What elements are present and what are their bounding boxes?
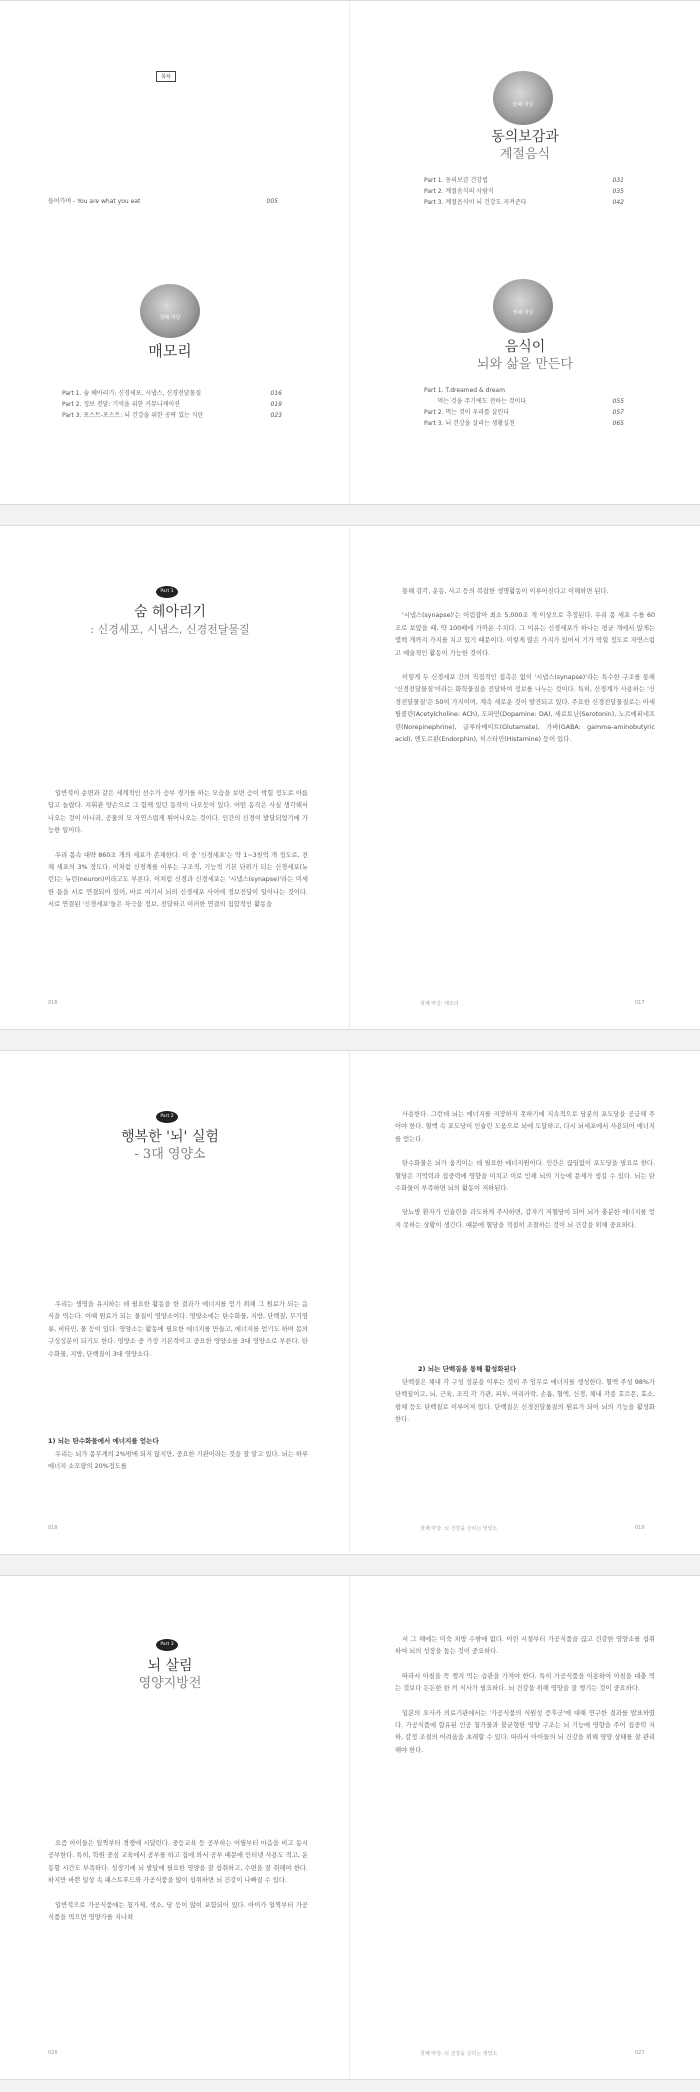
- gutter: [349, 1, 350, 504]
- part-badge: Part 3: [156, 1639, 178, 1651]
- part2-brain-image: [493, 71, 553, 125]
- left-body-text: [48, 1838, 308, 1936]
- gutter: [349, 1576, 350, 2079]
- toc-tag: 목차: [156, 71, 176, 82]
- toc-item[interactable]: Part 1. 동의보감 건강법 031: [424, 177, 624, 184]
- paragraph: 통해 감각, 운동, 사고 등의 복잡한 생명활동이 이루어진다고 이해하면 된다.: [402, 588, 609, 595]
- part1-brain-image: [140, 284, 200, 338]
- chapter-title: 뇌 살림: [147, 1658, 193, 1674]
- paragraph: 이렇게 두 신경세포 간의 직접적인 접촉은 없이 '시냅스(synapse)'라는 특수한 구조를 통해 '신경전달물질'이라는 화학물질을 전달하여 정보를 나누는 것이다. 특히, 신경계가 사용하는 '신경전달물질'은 50여 가지이며, 계속 새로운 것이 발견되고 있다. 주요한 신경전달물질로는 아세틸콜린(Acetylcholine: ACh), 도파민(Dopamine: DA), 세로토닌(Serotonin), 노르에피네프린(Norepinephrine), 글루타메이트(Glutamate), 가바(GABA: gamma-aminobutyric acid), 엔도르핀(Endorphin), 히스타민(Histamine) 등이 있다.: [395, 674, 655, 744]
- chapter-title: 숨 헤아리기: [133, 604, 207, 620]
- chapter-title: 행복한 '뇌' 실험: [121, 1129, 219, 1145]
- chapter-subtitle: : 신경세포, 시냅스, 신경전달물질: [90, 623, 250, 636]
- right-body-text: [395, 586, 655, 758]
- page-number-right: 017: [635, 1000, 645, 1006]
- part3-title-line1: 음식이: [504, 339, 546, 355]
- paragraph: '시냅스(synapse)'는 어림잡아 최소 5,000조 개 이상으로 추정된다. 우리 몸 세포 수를 60조로 보았을 때, 약 100배에 가까운 수치다. 그 이유는 신경세포가 하나는 평균 개에서 많게는 몇백 개까지 가지를 치고 있기 때문이다. 이렇게 많은 가지가 있어서 기가 막힐 정도로 자연스럽고 예술적인 활동이 가능한 것이다.: [395, 612, 655, 657]
- part2-toc-list: [424, 175, 624, 208]
- part2-title-line2: 계절음식: [499, 147, 551, 162]
- toc-item[interactable]: Part 3. 계절음식이 뇌 건강도 지켜준다 042: [424, 199, 624, 206]
- part2-title-line1: 동의보감과: [491, 129, 559, 145]
- toc-intro[interactable]: [48, 196, 278, 207]
- running-head: 첫째 마당: 뇌 건강을 살리는 영양소: [420, 1526, 498, 1532]
- right-body-text: [395, 1109, 655, 1244]
- part3-toc-list: [424, 385, 624, 429]
- paragraph: 일본의 오사카 의료기관에서는 '가공식품의 식원성 증후군'에 대해 연구한 결과를 발표하였다. 가공식품에 함유된 인공 첨가물과 불균형한 영양 구조는 뇌 기능에 영향을 주어 집중력 저하, 감정 조절의 어려움을 초래할 수 있다. 따라서 아이들의 뇌 건강을 위해 영양 상태를 잘 관리해야 한다.: [395, 1709, 655, 1754]
- left-tail-text: [48, 1449, 308, 1486]
- paragraph: 단백질은 체내 각 구성 성분을 이루는 것이 주 임무로 에너지를 생성한다. 혈액 주성 98%가 단백질이고, 뇌, 근육, 조직 각 기관, 피부, 머리카락, 손톱, 혈액, 신경, 체내 각종 호르몬, 효소, 항체 등도 단백질로 이루어져 있다. 단백질은 신경전달물질의 원료가 되어 뇌의 기능을 활성화한다.: [395, 1379, 655, 1424]
- toc-item[interactable]: Part 3. 뇌 건강을 살리는 생활실천 065: [424, 420, 624, 427]
- toc-item[interactable]: Part 3. 포스트-포스트: 뇌 건강을 위한 공략 있는 식탄 023: [62, 412, 282, 419]
- paragraph: 사용한다. 그런데 뇌는 에너지를 저장하지 못하기에 지속적으로 당분의 포도당을 공급해 주어야 한다. 혈액 속 포도당이 인슐린 도움으로 뇌에 도달하고, 다시 뇌세포에서 사용되어 에너지를 얻는다.: [395, 1111, 655, 1143]
- chapter-subtitle: - 3대 영양소: [134, 1147, 206, 1162]
- part1-toc-list: [62, 388, 282, 421]
- part3-badge: 셋째 마당: [512, 310, 534, 317]
- toc-intro-page: 005: [266, 198, 278, 205]
- toc-item[interactable]: Part 2. 계절음식의 사람식 035: [424, 188, 624, 195]
- running-head: 첫째 마당: 뇌 건강을 살리는 영양소: [420, 2051, 498, 2057]
- toc-intro-title: 들어가며 - You are what you eat: [48, 198, 141, 205]
- right-tail-text: [395, 1377, 655, 1439]
- part1-title: 매모리: [148, 342, 192, 360]
- spread-part3: [0, 1575, 700, 2080]
- paragraph: 요즘 아이들은 일찍부터 경쟁에 시달린다. 중등교육 등 공부하는 어릴부터 마음을 비고 동시 공부한다. 특히, 학원 중심 교육에서 공부를 하고 집에 와서 공부 때문에 인터넷 사용도 적고, 운동할 시간도 부족하다. 성장기에 뇌 발달에 필요한 영양을 잘 섭취하고, 수면을 잘 취해야 한다. 하지만 바쁜 일상 속 패스트푸드와 가공식품을 많이 섭취하면 뇌 건강이 나빠질 수 있다.: [48, 1840, 308, 1885]
- paragraph: 우리는 뇌가 몸무게의 2%밖에 되지 않지만, 중요한 기관이라는 것을 잘 알고 있다. 뇌는 하루 에너지 소모량의 20%정도를: [48, 1451, 308, 1471]
- left-subhead: 1) 뇌는 탄수화물에서 에너지를 얻는다: [48, 1437, 159, 1445]
- part1-badge: 첫째 마당: [159, 315, 181, 322]
- part3-brain-image: [493, 279, 553, 333]
- paragraph: 우리는 생명을 유지하는 데 필요한 활동을 한 결과가 에너지를 얻기 위해 그 원료가 되는 음식을 먹는다. 이때 원료가 되는 물질이 영양소이다. 영양소에는 탄수화물, 지방, 단백질, 무기염류, 비타민, 물 등이 있다. 영양소는 활동에 필요한 에너지를 만들고, 에너지를 얻기도 하며 몸의 구성성분이 되기도 한다. 영양소 중 가장 기본적이고 중요한 영양소를 3대 영양소로 부른다. 탄수화물, 지방, 단백질이 3대 영양소다.: [48, 1301, 308, 1358]
- running-head: 첫째 마당: 매모리: [420, 1001, 459, 1007]
- paragraph: 당뇨병 환자가 인슐린을 과도하게 주사하면, 갑자기 저혈당이 되어 뇌가 충분한 에너지를 얻지 못하는 상황이 생긴다. 때문에 혈당을 적절히 조절하는 것이 뇌 건강을 위해 중요하다.: [395, 1209, 655, 1229]
- part-badge: Part 1: [156, 586, 178, 598]
- right-body-text: [395, 1634, 655, 1769]
- toc-item[interactable]: 먹는 것을 주기에도 전하는 것이다 055: [424, 398, 624, 405]
- spread-part1: [0, 525, 700, 1030]
- paragraph: 서 그 해에는 미숙 처방 수밖에 없다. 어린 시절부터 가공식품을 끊고 건강한 영양소를 섭취하여 뇌의 성장을 돕는 것이 중요하다.: [395, 1636, 655, 1656]
- left-body-text: [48, 1299, 308, 1373]
- part2-badge: 둘째 마당: [512, 102, 534, 109]
- paragraph: 따라서 아침을 꼭 챙겨 먹는 습관을 가져야 한다. 특히 가공식품을 이용하여 아침을 대충 먹는 것보다 든든한 한 끼 식사가 필요하다. 뇌 건강을 위해 영양을 잘 챙기는 것이 중요하다.: [395, 1672, 655, 1693]
- paragraph: 우리 몸속 대략 860조 개의 세포가 존재한다. 이 중 '신경세포'는 약 1~3천억 개 정도로, 전체 세포의 3% 정도다. 이처럼 신경계를 이루는 구조적, 기능적 기본 단위가 되는 신경세포(뉴런)는 뉴런(neuron)이라고도 부른다. 이처럼 신경과 신경세포는 '시냅스(synapse)'라는 미세한 틈을 서로 연결되어 있어, 바로 여기서 뇌의 신경세포 사이에 정보전달이 일어나는 것이다. 서로 연결된 '신경세포'들은 자극을 정보, 전달하고 이러한 연결의 집합적인 활동을: [48, 851, 308, 909]
- part3-title-line2: 뇌와 삶을 만든다: [476, 357, 574, 372]
- page-number-right: 019: [635, 1525, 645, 1531]
- page-number-left: 016: [48, 1000, 58, 1006]
- toc-spread: [0, 0, 700, 505]
- paragraph: 일반적으로 가공식품에는 첨가제, 색소, 당 등이 많이 포함되어 있다. 아이가 일찍부터 가공식품을 먹으면 영양가를 지나쳐: [48, 1901, 308, 1922]
- gutter: [349, 1051, 350, 1554]
- right-subhead: 2) 뇌는 단백질을 통해 활성화된다: [418, 1365, 517, 1373]
- chapter-subtitle: 영양지방전: [138, 1676, 202, 1691]
- gutter: [349, 526, 350, 1029]
- spread-part2: [0, 1050, 700, 1555]
- part-badge: Part 2: [156, 1111, 178, 1123]
- toc-item[interactable]: Part 2. 정보 전달: 기억을 위한 커뮤니케이션 019: [62, 401, 282, 408]
- paragraph: 탄수화물은 뇌가 움직이는 데 필요한 에너지원이다. 인간은 끊임없이 포도당을 필요로 한다. 혈당은 기억력과 집중력에 영향을 미치고 이로 인해 뇌의 기능에 문제가 생길 수 있다. 뇌는 탄수화물이 부족하면 뇌의 활동이 저하된다.: [395, 1160, 655, 1193]
- paragraph: 일반적이 순면과 같은 세계적인 선수가 승부 경기를 하는 모습을 보면 승이 박힐 정도로 아름답고 놀랍다. 지휘관 양손으로 그 함께 있던 동작이 나오듯이 있다. 어떤 동작은 사실 생각해서 나오는 것이 아니라, 공물의 모 자연스럽게 튀어나오는 것이다. 인간의 신경이 발달되었기에 가능한 일이다.: [48, 790, 308, 835]
- toc-item[interactable]: Part 2. 먹는 것이 우리를 살린다 057: [424, 409, 624, 416]
- page-number-right: 027: [635, 2050, 645, 2056]
- left-body-text: [48, 788, 308, 924]
- toc-item[interactable]: Part 1. T.dreamed & dream: [424, 387, 505, 394]
- toc-item[interactable]: Part 1. 숨 헤아리기: 신경세포, 시냅스, 신경전달물질 016: [62, 390, 282, 397]
- page-number-left: 018: [48, 1525, 58, 1531]
- page-number-left: 026: [48, 2050, 58, 2056]
